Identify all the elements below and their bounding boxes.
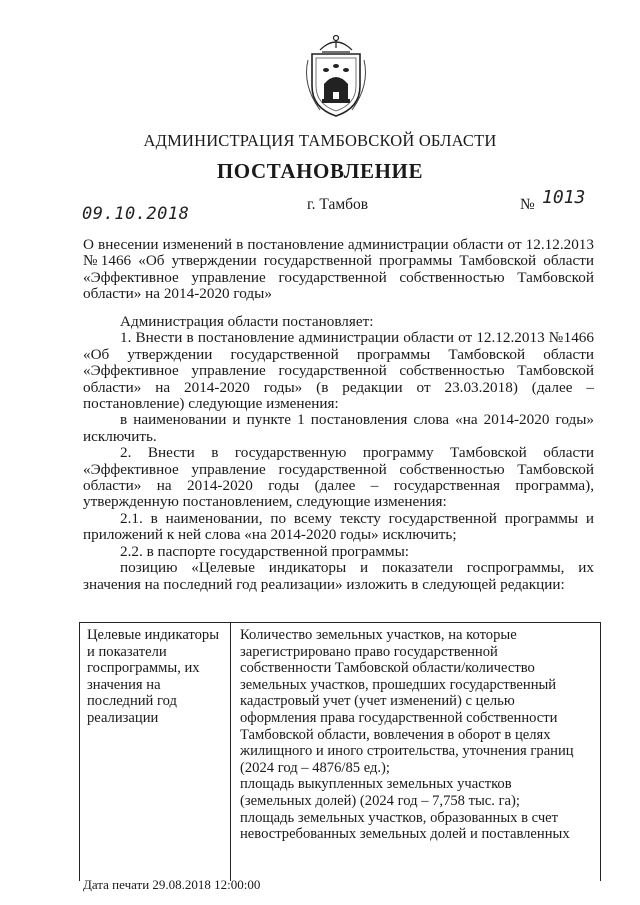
document-number: 1013 — [542, 187, 586, 208]
document-subject: О внесении изменений в постановление администрации области от 12.12.2013 №1466 «Об утверждении государственной программы Тамбовской области «Эффективное управление государственной собственностью Тамбовской области» на 2014-2020 годы» — [83, 236, 594, 303]
tambov-coat-of-arms-icon — [300, 30, 372, 118]
print-date: Дата печати 29.08.2018 12:00:00 — [83, 877, 261, 892]
document-type: ПОСТАНОВЛЕНИЕ — [216, 159, 424, 183]
table-line: (2024 год – 4876/85 ед.); — [240, 759, 390, 776]
document-body — [83, 314, 594, 593]
document-date: 09.10.2018 — [82, 204, 190, 224]
body-paragraph: позицию «Целевые индикаторы и показатели госпрограммы, их значения на последний год реализации» изложить в следующей редакции: — [83, 559, 594, 593]
number-label: № — [520, 196, 535, 213]
table-line: невостребованных земельных долей и поставленных — [240, 826, 570, 843]
table-line: жилищного и иного строительства, уточнения границ — [240, 743, 574, 760]
body-paragraph: Администрация области постановляет: — [120, 313, 374, 330]
body-paragraph: 2. Внести в государственную программу Тамбовской области «Эффективное управление государственной собственностью Тамбовской области» на 2014-2020 годы (далее – государственная программа), утвержденную постановлением, следующие изменения: — [83, 444, 594, 511]
table-line: площадь выкупленных земельных участков — [240, 776, 512, 793]
body-paragraph: в наименовании и пункте 1 постановления слова «на 2014-2020 годы» исключить. — [83, 411, 594, 445]
table-line: кадастровый учет (учет изменений) с целью — [240, 693, 515, 710]
table-line: площадь земельных участков, образованных в счет — [240, 809, 559, 826]
table-line: собственности Тамбовской области/количество — [240, 660, 535, 677]
table-line: оформления права государственной собственности — [240, 709, 558, 726]
organization-name: АДМИНИСТРАЦИЯ ТАМБОВСКОЙ ОБЛАСТИ — [143, 131, 497, 150]
table-line: (земельных долей) (2024 год – 7,758 тыс. га); — [240, 792, 520, 809]
body-paragraph: 2.1. в наименовании, по всему тексту государственной программы и приложений к ней слова «на 2014-2020 годы» исключить; — [83, 509, 594, 544]
table-column-divider — [230, 623, 231, 881]
indicators-table — [79, 622, 601, 881]
table-cell-label: Целевые индикаторы и показатели госпрограммы, их значения на последний год реализации — [87, 627, 220, 726]
table-line: Количество земельных участков, на которые — [240, 627, 517, 643]
table-line: зарегистрировано право государственной — [240, 643, 498, 660]
table-line: земельных участков, прошедших государственный — [240, 676, 557, 693]
body-paragraph: 1. Внести в постановление администрации области от 12.12.2013 №1466 «Об утверждении государственной программы Тамбовской области «Эффективное управление государственной собственностью Тамбовской области» на 2014-2020 годы» (в редакции от 23.03.2018) (далее – постановление) следующие изменения: — [83, 329, 594, 413]
table-cell-value — [240, 627, 596, 843]
table-line: Тамбовской области, вовлечения в оборот в целях — [240, 726, 551, 743]
body-paragraph: 2.2. в паспорте государственной программы: — [120, 542, 410, 560]
city: г. Тамбов — [307, 196, 369, 213]
